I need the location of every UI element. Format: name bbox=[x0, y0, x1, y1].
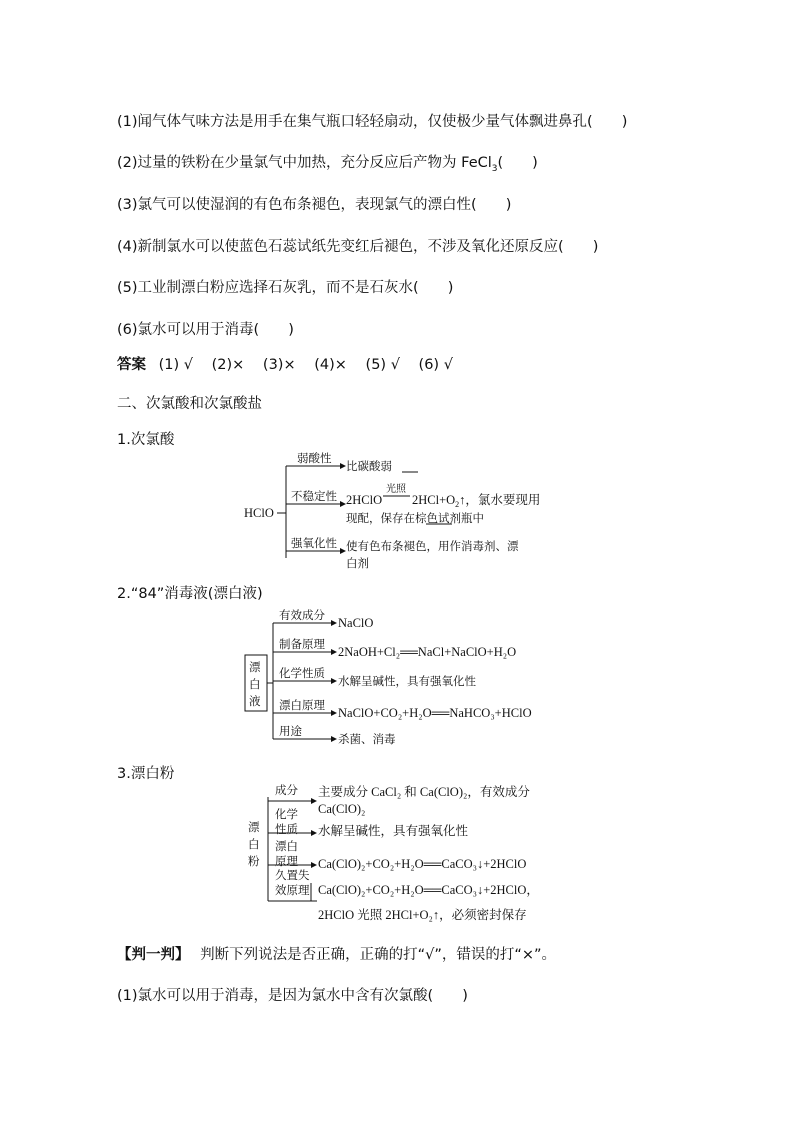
hclo-heading: 1.次氯酸 bbox=[117, 432, 175, 448]
answer-item: (4)× bbox=[314, 357, 347, 373]
branch-label: 漂白原理 bbox=[279, 698, 325, 712]
branch-content: 白剂 bbox=[346, 556, 369, 570]
eq-right: $2HCl+O_2↑$，氯水要现用 bbox=[412, 493, 541, 509]
judge-instruction: 判断下列说法是否正确，正确的打“√”，错误的打“×”。 bbox=[200, 947, 557, 963]
root-char: 漂 bbox=[248, 820, 260, 834]
branch-label: 漂白 bbox=[275, 839, 298, 853]
branch-content: 主要成分 CaCl₂ 和 Ca(ClO)₂，有效成分 bbox=[318, 785, 530, 799]
branch-label: 制备原理 bbox=[279, 637, 325, 651]
hclo-diagram bbox=[240, 450, 560, 572]
branch-label: 化学 bbox=[275, 807, 298, 821]
branch-content: 比碳酸弱 bbox=[346, 459, 392, 473]
answer-item: (3)× bbox=[262, 357, 296, 373]
branch-content: Ca(ClO)₂+CO₂+H₂O══CaCO₃↓+2HClO bbox=[318, 857, 527, 871]
root-char: 液 bbox=[249, 694, 261, 708]
eq-left: 2HClO bbox=[346, 493, 383, 507]
answer-item: (1) √ bbox=[158, 357, 193, 373]
branch-label: 久置失 bbox=[275, 868, 310, 882]
branch-label: 弱酸性 bbox=[297, 451, 332, 465]
question-5: (5)工业制漂白粉应选择石灰乳，而不是石灰水( ) bbox=[117, 280, 454, 296]
branch-label: 原理 bbox=[275, 854, 298, 868]
answers-label: 答案 bbox=[117, 357, 146, 373]
judge-line bbox=[117, 943, 556, 964]
question-3: (3)氯气可以使湿润的有色布条褪色，表现氯气的漂白性( ) bbox=[117, 197, 512, 213]
hclo-root: HClO bbox=[244, 506, 274, 520]
branch-content: 现配，保存在棕色试剂瓶中 bbox=[346, 511, 484, 525]
branch-label: 不稳定性 bbox=[291, 489, 337, 503]
branch-content: NaClO bbox=[338, 616, 374, 630]
branch-label: 效原理 bbox=[275, 883, 310, 897]
bleach-liquid-heading: 2.“84”消毒液(漂白液) bbox=[117, 586, 263, 602]
branch-content: 水解呈碱性，具有强氧化性 bbox=[318, 824, 469, 838]
judge-item: (1)氯水可以用于消毒，是因为氯水中含有次氯酸( ) bbox=[117, 988, 468, 1004]
branch-content: 杀菌、消毒 bbox=[338, 732, 396, 746]
branch-content: 2NaOH+Cl₂══NaCl+NaClO+H₂O bbox=[338, 645, 517, 659]
branch-label: 用途 bbox=[279, 724, 302, 738]
root-char: 粉 bbox=[248, 854, 260, 868]
branch-label: 性质 bbox=[275, 822, 298, 836]
eq-condition: 光照 bbox=[386, 484, 406, 495]
branch-content: 使有色布条褪色，用作消毒剂、漂 bbox=[346, 539, 519, 553]
root-char: 漂 bbox=[249, 660, 261, 674]
branch-content: Ca(ClO)₂+CO₂+H₂O══CaCO₃↓+2HClO， bbox=[318, 883, 539, 897]
answer-item: (5) √ bbox=[365, 357, 400, 373]
branch-content: 水解呈碱性，具有强氧化性 bbox=[338, 674, 476, 688]
question-1: (1)闻气体气味方法是用手在集气瓶口轻轻扇动，仅使极少量气体飘进鼻孔( ) bbox=[117, 114, 628, 130]
question-6: (6)氯水可以用于消毒( ) bbox=[117, 322, 294, 338]
branch-label: 化学性质 bbox=[279, 666, 325, 680]
section-title: 二、次氯酸和次氯酸盐 bbox=[117, 396, 262, 412]
bleach-powder-heading: 3.漂白粉 bbox=[117, 766, 175, 782]
judge-tag: 【判一判】 bbox=[117, 947, 190, 963]
branch-content: NaClO+CO₂+H₂O══NaHCO₃+HClO bbox=[338, 706, 532, 720]
branch-content: Ca(ClO)₂ bbox=[318, 802, 366, 816]
answer-item: (2)× bbox=[211, 357, 245, 373]
branch-label: 强氧化性 bbox=[291, 536, 337, 550]
answer-item: (6) √ bbox=[418, 357, 453, 373]
root-char: 白 bbox=[249, 677, 261, 691]
bleach-liquid-diagram bbox=[243, 605, 563, 753]
branch-content: 2HClO 光照 2HCl+O₂↑，必须密封保存 bbox=[318, 908, 527, 922]
question-4: (4)新制氯水可以使蓝色石蕊试纸先变红后褪色，不涉及氧化还原反应( ) bbox=[117, 239, 599, 255]
root-char: 白 bbox=[248, 837, 260, 851]
branch-label: 有效成分 bbox=[279, 608, 325, 622]
branch-label: 成分 bbox=[275, 783, 298, 797]
bleach-powder-diagram bbox=[245, 783, 565, 925]
answers-line bbox=[117, 353, 453, 374]
question-2: (2)过量的铁粉在少量氯气中加热，充分反应后产物为 FeCl$_3$( ) bbox=[117, 155, 538, 174]
